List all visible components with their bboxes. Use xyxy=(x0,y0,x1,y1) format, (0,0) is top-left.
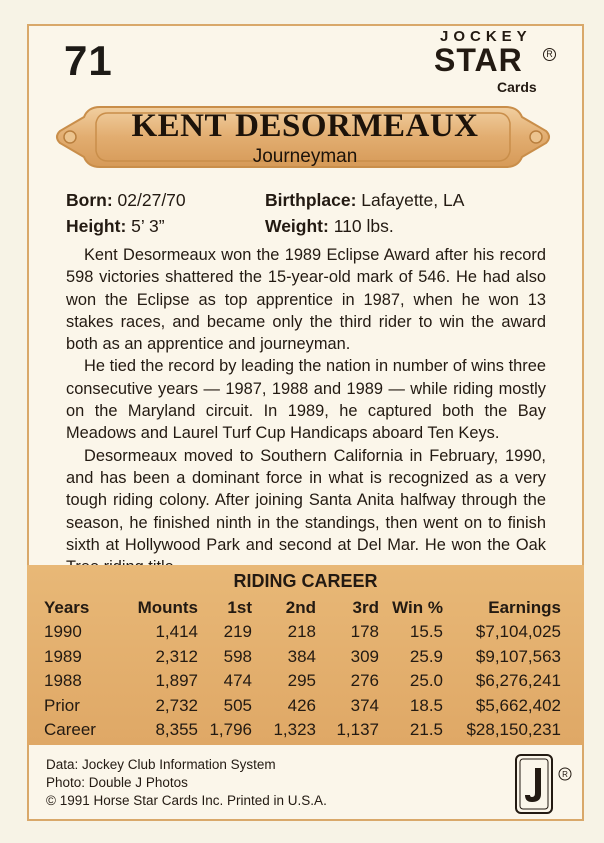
height-label: Height: xyxy=(66,216,127,236)
column-header: Win % xyxy=(392,597,443,617)
table-cell: $28,150,231 xyxy=(466,720,561,740)
born-field xyxy=(66,190,186,211)
table-cell: 505 xyxy=(223,695,252,715)
column-header: 1st xyxy=(227,597,252,617)
table-header-row xyxy=(44,595,561,620)
table-row xyxy=(44,694,561,719)
height-value: 5’ 3” xyxy=(131,216,165,236)
riding-career-table xyxy=(44,595,561,743)
svg-text:R: R xyxy=(562,770,568,779)
column-header: Earnings xyxy=(488,597,561,617)
birthplace-value: Lafayette, LA xyxy=(361,190,465,210)
table-cell: 598 xyxy=(223,646,252,666)
registered-mark: R xyxy=(543,48,556,61)
table-cell: 21.5 xyxy=(409,720,443,740)
riding-career-section xyxy=(27,565,584,745)
table-cell: 1989 xyxy=(44,646,82,666)
table-cell: 309 xyxy=(350,646,379,666)
table-cell: 219 xyxy=(223,622,252,642)
card-number: 71 xyxy=(64,37,113,84)
table-cell: 1,414 xyxy=(155,622,198,642)
table-cell: 426 xyxy=(287,695,316,715)
riding-career-title: RIDING CAREER xyxy=(233,571,378,591)
table-cell: 15.5 xyxy=(409,622,443,642)
biography-paragraph: Desormeaux moved to Southern California in February, 1990, and has been a dominant force in what is recognized as a very tough riding colony. After joining Santa Anita halfway through the season, he finished ninth in the standings, then went on to finish sixth at Hollywood Park and second at Del Mar. He won the Oak xyxy=(66,446,546,554)
table-cell: 178 xyxy=(350,622,379,642)
table-cell: 25.0 xyxy=(409,671,443,691)
column-header: Years xyxy=(44,597,90,617)
table-cell: 374 xyxy=(350,695,379,715)
table-cell: 1,323 xyxy=(273,720,316,740)
data-credit: Data: Jockey Club Information System xyxy=(46,757,276,772)
table-cell: 1,897 xyxy=(155,671,198,691)
table-cell: 1988 xyxy=(44,671,82,691)
birthplace-label: Birthplace: xyxy=(265,190,357,210)
table-cell: 2,312 xyxy=(155,646,198,666)
column-header: Mounts xyxy=(137,597,198,617)
weight-field xyxy=(265,216,394,237)
height-field xyxy=(66,216,165,237)
copyright-notice: © 1991 Horse Star Cards Inc. Printed in U.S.A. xyxy=(46,793,327,808)
logo-main-text: STAR xyxy=(434,42,523,78)
born-label: Born: xyxy=(66,190,113,210)
table-cell: 1,137 xyxy=(336,720,379,740)
logo-bottom-text: Cards xyxy=(497,79,537,95)
table-cell: 276 xyxy=(350,671,379,691)
table-cell: Prior xyxy=(44,695,80,715)
table-row xyxy=(44,620,561,645)
table-cell: 474 xyxy=(223,671,252,691)
table-row xyxy=(44,645,561,670)
table-cell: $9,107,563 xyxy=(475,646,561,666)
player-position: Journeyman xyxy=(252,146,358,167)
table-cell: Career xyxy=(44,720,96,740)
jockey-star-cards-logo xyxy=(432,28,562,98)
table-cell: 1990 xyxy=(44,622,82,642)
table-cell: $7,104,025 xyxy=(475,622,561,642)
logo-top-text: JOCKEY xyxy=(440,28,532,45)
photo-credit: Photo: Double J Photos xyxy=(46,775,188,790)
birthplace-field xyxy=(265,190,464,211)
jockeys-guild-logo xyxy=(513,752,577,818)
table-cell: 2,732 xyxy=(155,695,198,715)
table-cell: 18.5 xyxy=(409,695,443,715)
weight-label: Weight: xyxy=(265,216,329,236)
table-row xyxy=(44,669,561,694)
table-cell: 384 xyxy=(287,646,316,666)
table-cell: 218 xyxy=(287,622,316,642)
biography-paragraph: He tied the record by leading the nation in number of wins three consecutive years — 1987, 1988 and 1989 — while riding mostly on the Maryland circuit. In 1989, he captured both the Bay Meadows and Laurel Turf Cup Handicaps aboard Ten Keys. xyxy=(66,357,546,443)
player-name: KENT DESORMEAUX xyxy=(131,108,479,144)
table-cell: 295 xyxy=(287,671,316,691)
table-row xyxy=(44,718,561,743)
column-header: 2nd xyxy=(285,597,316,617)
column-header: 3rd xyxy=(352,597,379,617)
table-cell: 25.9 xyxy=(409,646,443,666)
weight-value: 110 lbs. xyxy=(333,216,394,236)
biography-paragraph: Kent Desormeaux won the 1989 Eclipse Award after his record 598 victories shattered the 15-year-old mark of 546. He had also won the Eclipse as top apprentice in 1987, when he won 13 stakes races, and became only the third rider to win the award both as an apprentice and journeyman. xyxy=(66,246,546,354)
card-credits xyxy=(46,756,327,810)
biography-text xyxy=(66,244,546,578)
table-cell: 8,355 xyxy=(155,720,198,740)
born-value: 02/27/70 xyxy=(117,190,186,210)
table-cell: 1,796 xyxy=(209,720,252,740)
table-cell: $6,276,241 xyxy=(475,671,561,691)
table-cell: $5,662,402 xyxy=(475,695,561,715)
